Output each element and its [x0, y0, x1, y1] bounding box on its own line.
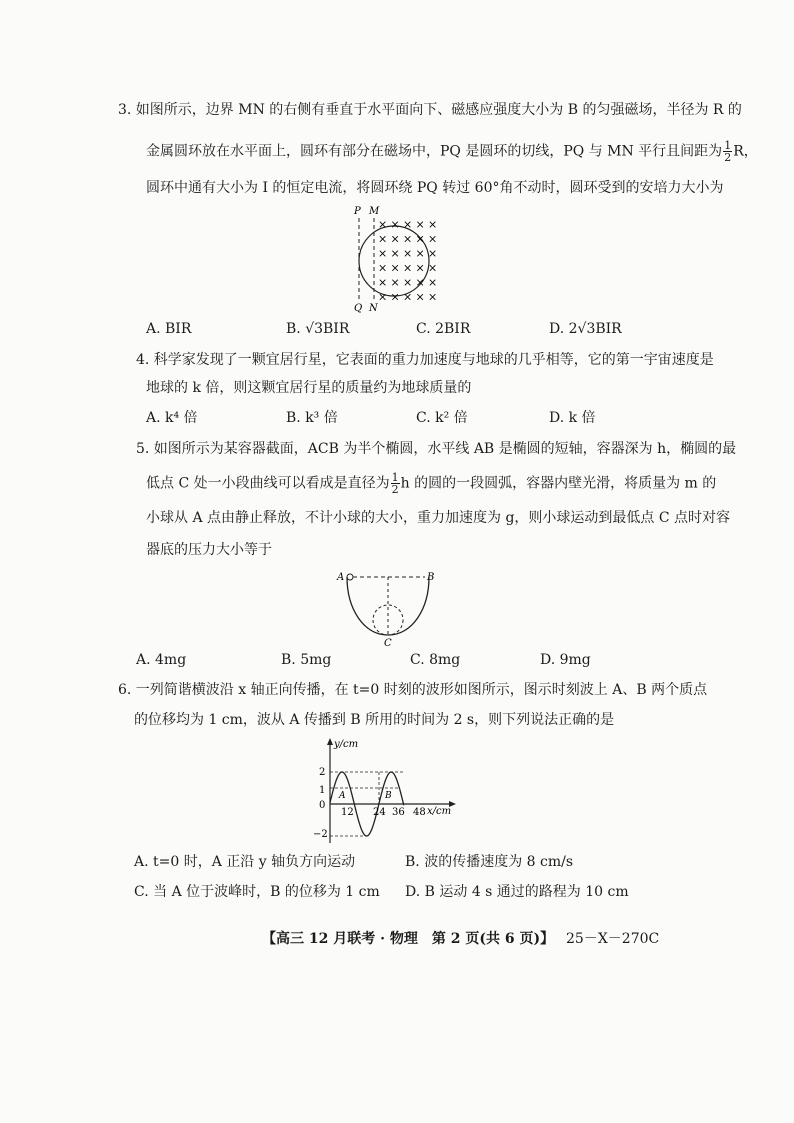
q6-xtick-36: 36	[392, 807, 405, 818]
magnetic-field-cross: ×	[428, 261, 438, 275]
q4-option-c[interactable]: C. k² 倍	[416, 410, 468, 426]
magnetic-field-cross: ×	[403, 232, 413, 246]
q6-wave-figure	[305, 735, 465, 847]
magnetic-field-cross: ×	[403, 290, 413, 304]
magnetic-field-cross: ×	[415, 261, 425, 275]
magnetic-field-cross: ×	[403, 247, 413, 260]
q6-point-b: B	[385, 791, 392, 801]
magnetic-field-cross: ×	[378, 232, 388, 246]
q5-label-b: B	[427, 572, 435, 583]
q5-label-a: A	[337, 572, 345, 583]
q6-x-label: x/cm	[427, 806, 452, 817]
magnetic-field-cross: ×	[403, 218, 413, 231]
q5-fraction	[391, 472, 400, 495]
q5-frac-num: 1	[391, 471, 399, 484]
q6-y-label: y/cm	[334, 739, 359, 750]
q6-ytick-neg2: −2	[313, 829, 328, 840]
magnetic-field-cross: ×	[403, 276, 413, 289]
q6-line1: 6. 一列简谐横波沿 x 轴正向传播，在 t=0 时刻的波形如图所示，图示时刻波上 A、B 两个质点	[118, 682, 708, 698]
q3-label-p: P	[354, 206, 361, 217]
q5-line3: 小球从 A 点由静止释放，不计小球的大小，重力加速度为 g，则小球运动到最低点 C 点时对容	[146, 510, 731, 526]
q3-line1: 3. 如图所示，边界 MN 的右侧有垂直于水平面向下、磁感应强度大小为 B 的匀强磁场，半径为 R 的	[118, 102, 742, 118]
magnetic-field-cross: ×	[390, 290, 400, 304]
magnetic-field-cross: ×	[378, 218, 388, 231]
magnetic-field-cross: ×	[390, 276, 400, 289]
magnetic-field-cross: ×	[378, 247, 388, 260]
magnetic-field-cross: ×	[415, 276, 425, 289]
q5-option-c[interactable]: C. 8mg	[410, 652, 461, 668]
q5-ball	[347, 574, 353, 580]
q6-option-a[interactable]: A. t=0 时，A 正沿 y 轴负方向运动	[134, 854, 356, 870]
q5-figure	[335, 568, 445, 648]
page-footer: 【高三 12 月联考 · 物理 第 2 页(共 6 页)】	[262, 931, 555, 947]
magnetic-field-cross: ×	[390, 232, 400, 246]
magnetic-field-cross: ×	[378, 290, 388, 304]
q6-xtick-48: 48	[413, 807, 426, 818]
q6-xtick-12: 12	[341, 807, 354, 818]
q6-option-d[interactable]: D. B 运动 4 s 通过的路程为 10 cm	[405, 884, 629, 900]
q6-y-axis-arrow	[327, 738, 333, 745]
magnetic-field-cross: ×	[378, 276, 388, 289]
magnetic-field-cross: ×	[415, 218, 425, 231]
q6-option-c[interactable]: C. 当 A 位于波峰时，B 的位移为 1 cm	[134, 884, 380, 900]
q6-ytick-1: 1	[319, 785, 326, 796]
q6-option-b[interactable]: B. 波的传播速度为 8 cm/s	[405, 854, 574, 870]
magnetic-field-cross: ×	[415, 247, 425, 260]
magnetic-field-cross: ×	[428, 276, 438, 289]
q3-option-a[interactable]: A. BIR	[146, 321, 192, 337]
magnetic-field-cross: ×	[428, 290, 438, 304]
q5-line1: 5. 如图所示为某容器截面，ACB 为半个椭圆，水平线 AB 是椭圆的短轴，容器深为 h，椭圆的最	[136, 441, 737, 457]
q3-line2-b: R，	[733, 143, 758, 160]
magnetic-field-cross: ×	[428, 247, 438, 260]
paper-code: 25－X－270C	[566, 931, 660, 947]
magnetic-field-cross: ×	[390, 247, 400, 260]
q3-fraction	[723, 140, 732, 163]
q5-option-d[interactable]: D. 9mg	[540, 652, 591, 668]
q3-magnetic-field	[378, 218, 437, 304]
q6-point-a: A	[339, 791, 346, 801]
q3-line3: 圆环中通有大小为 I 的恒定电流，将圆环绕 PQ 转过 60°角不动时，圆环受到的安培力大小为	[146, 180, 724, 196]
q5-frac-den: 2	[391, 483, 399, 496]
q5-option-a[interactable]: A. 4mg	[136, 652, 187, 668]
q5-label-c: C	[384, 638, 392, 648]
q3-line2-a: 金属圆环放在水平面上，圆环有部分在磁场中，PQ 是圆环的切线，PQ 与 MN 平行且间距为	[146, 143, 723, 160]
q5-option-b[interactable]: B. 5mg	[281, 652, 332, 668]
q4-option-a[interactable]: A. k⁴ 倍	[146, 410, 198, 426]
q3-frac-num: 1	[724, 139, 732, 152]
magnetic-field-cross: ×	[403, 261, 413, 275]
q3-label-q: Q	[354, 303, 363, 314]
q6-ytick-0: 0	[319, 800, 326, 811]
q6-line2: 的位移均为 1 cm，波从 A 传播到 B 所用的时间为 2 s，则下列说法正确的是	[134, 712, 615, 728]
q3-option-d[interactable]: D. 2√3BIR	[549, 321, 622, 337]
magnetic-field-cross: ×	[390, 218, 400, 231]
magnetic-field-cross: ×	[428, 232, 438, 246]
q5-line4: 器底的压力大小等于	[146, 542, 272, 558]
q4-line1: 4. 科学家发现了一颗宜居行星，它表面的重力加速度与地球的几乎相等，它的第一宇宙速度是	[136, 352, 714, 368]
q3-label-m: M	[369, 206, 380, 217]
q4-option-b[interactable]: B. k³ 倍	[286, 410, 338, 426]
q6-xtick-24: 24	[373, 807, 386, 818]
q4-line2: 地球的 k 倍，则这颗宜居行星的质量约为地球质量的	[146, 380, 472, 396]
q5-line2-b: h 的圆的一段圆弧，容器内壁光滑，将质量为 m 的	[400, 475, 717, 492]
q3-option-b[interactable]: B. √3BIR	[286, 321, 350, 337]
q3-label-n: N	[369, 303, 378, 314]
magnetic-field-cross: ×	[378, 261, 388, 275]
q3-figure	[345, 200, 445, 315]
q3-option-c[interactable]: C. 2BIR	[416, 321, 471, 337]
q5-line2	[146, 472, 716, 495]
magnetic-field-cross: ×	[415, 232, 425, 246]
magnetic-field-cross: ×	[415, 290, 425, 304]
magnetic-field-cross: ×	[390, 261, 400, 275]
q3-line2	[146, 140, 758, 163]
magnetic-field-cross: ×	[428, 218, 438, 231]
q6-ytick-2: 2	[319, 767, 326, 778]
q5-line2-a: 低点 C 处一小段曲线可以看成是直径为	[146, 475, 390, 492]
q4-option-d[interactable]: D. k 倍	[549, 410, 596, 426]
q3-frac-den: 2	[724, 151, 732, 164]
